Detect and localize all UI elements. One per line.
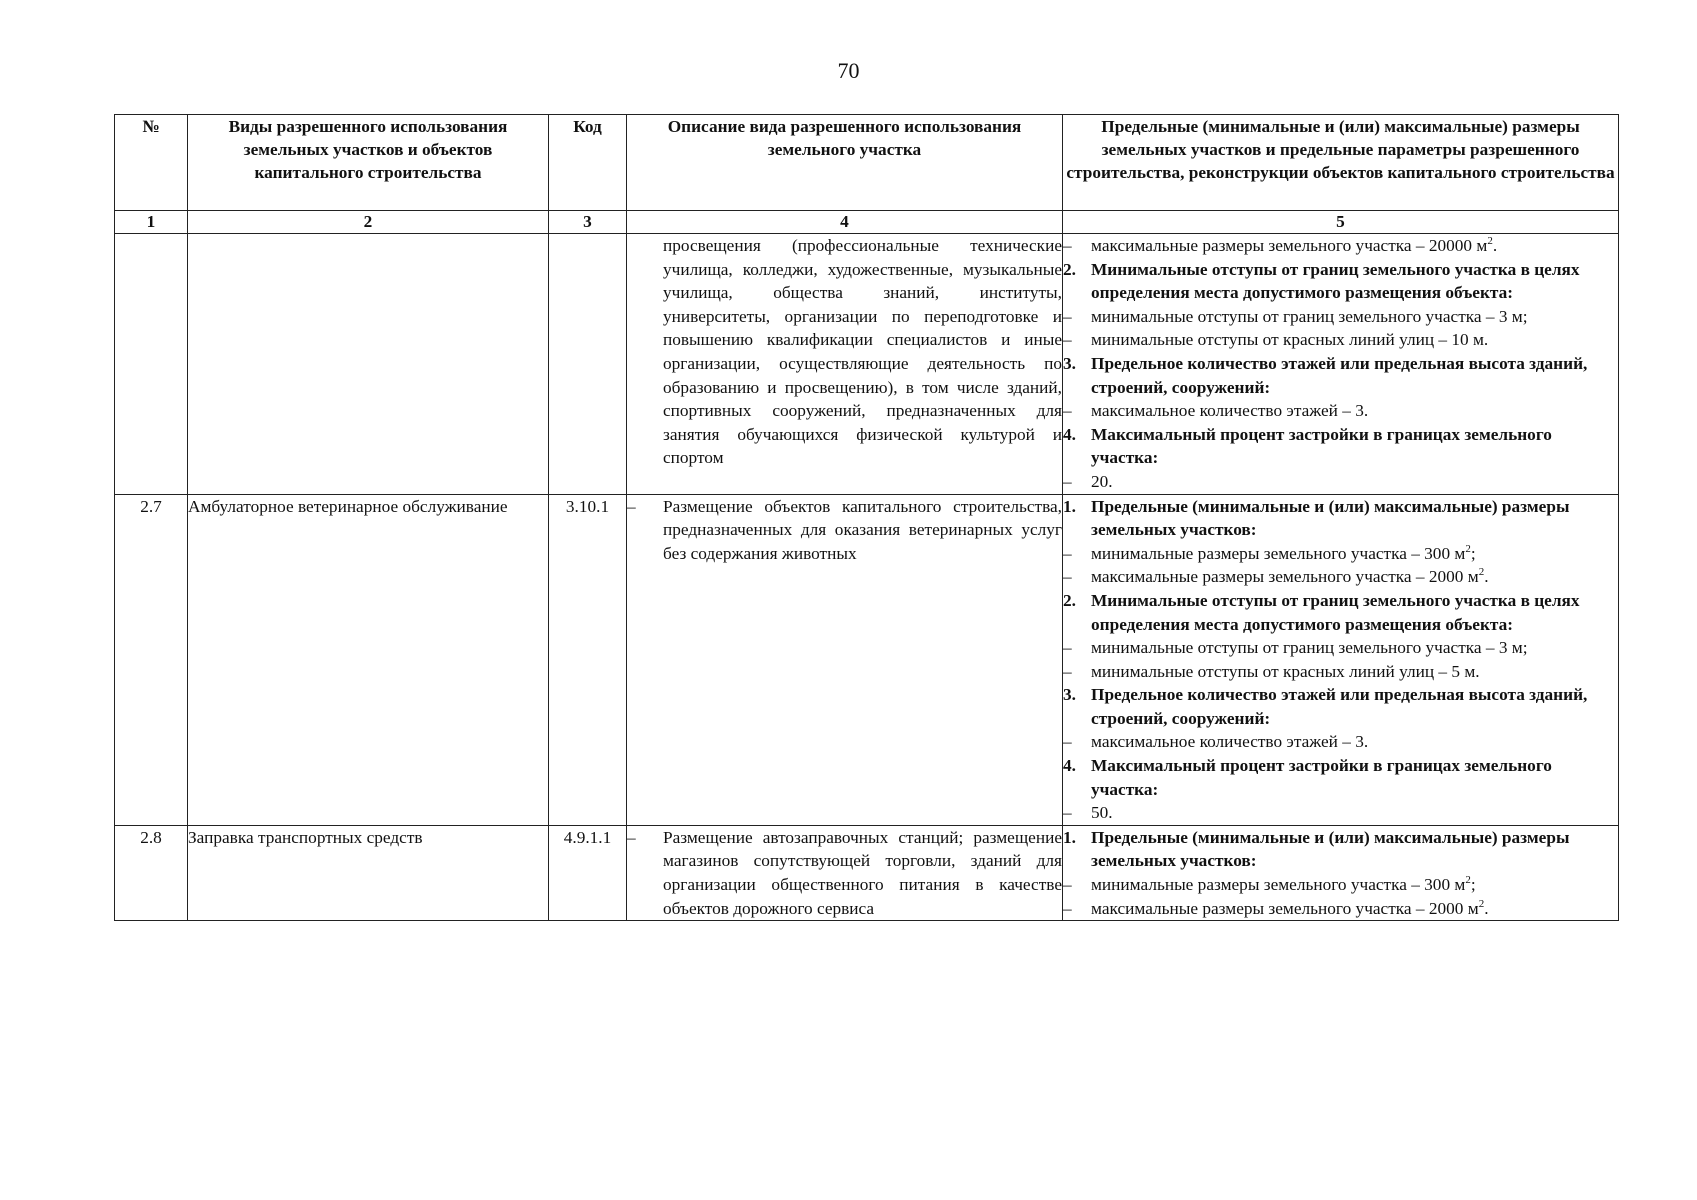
description-text: просвещения (профессиональные технические училища, колледжи, художественные, музыкальные училища, общества знаний, институты, университеты, организации по переподготовке и повышению квалификации специалистов и иные организации, осуществляющие деятельность по образованию и просвещению), в том числе зданий, спортивных сооружений, предназначенных для занятия обучающихся физической культурой и спортом [663,236,1062,468]
limit-text-tail: . [1484,567,1489,587]
land-use-table [114,114,1619,921]
limit-item [1063,730,1618,754]
limit-marker: 4. [1063,756,1076,776]
column-number: 2 [188,211,549,234]
row-type: Амбулаторное ветеринарное обслуживание [188,494,549,825]
limit-text-main: 20. [1091,471,1113,491]
limit-text [1091,470,1618,494]
limit-marker: 2. [1063,590,1076,610]
limit-marker: – [1063,661,1072,681]
header-num: № [115,115,188,211]
row-limits [1063,234,1619,495]
limit-text [1091,754,1618,801]
limit-text [1091,258,1618,305]
row-limits [1063,825,1619,920]
limit-marker: – [1063,306,1072,326]
column-number: 5 [1063,211,1619,234]
header-types: Виды разрешенного использования земельных участков и объектов капитального строительства [188,115,549,211]
limit-text [1091,801,1618,825]
limit-marker: – [1063,567,1072,587]
limit-text-main: минимальные отступы от границ земельного участка – 3 м; [1091,306,1528,326]
limit-text [1091,683,1618,730]
description-dash: – [627,496,636,516]
row-code: 4.9.1.1 [549,825,627,920]
column-number: 3 [549,211,627,234]
limit-marker: 3. [1063,353,1076,373]
header-code: Код [549,115,627,211]
row-num: 2.7 [115,494,188,825]
limit-marker: – [1063,638,1072,658]
limit-text-main: Максимальный процент застройки в границах земельного участка: [1091,424,1552,468]
limit-heading [1063,352,1618,399]
limit-text-main: минимальные отступы от красных линий улиц – 10 м. [1091,330,1489,350]
column-number: 1 [115,211,188,234]
limit-text [1091,234,1618,258]
limit-marker: 2. [1063,259,1076,279]
limit-unit-superscript: 2 [1487,235,1493,248]
limit-marker: – [1063,236,1072,255]
limit-item [1063,470,1618,494]
row-num [115,234,188,495]
limit-item [1063,897,1618,921]
limit-marker: – [1063,543,1072,563]
limit-text-tail: ; [1470,543,1476,563]
limit-text [1091,423,1618,470]
row-limits [1063,494,1619,825]
limit-text [1091,352,1618,399]
limit-text-main: Минимальные отступы от границ земельного участка в целях определения места допустимого размещения объекта: [1091,259,1580,303]
limit-marker: 4. [1063,424,1076,444]
limit-marker: 1. [1063,827,1076,847]
limit-text [1091,730,1618,754]
limit-marker: – [1063,732,1072,752]
limit-unit-superscript: 2 [1478,566,1485,579]
limit-unit-superscript: 2 [1465,874,1471,887]
limit-marker: – [1063,803,1072,823]
limit-text-main: Минимальные отступы от границ земельного участка в целях определения места допустимого размещения объекта: [1091,590,1580,634]
limit-text-main: максимальные размеры земельного участка – 2000 м [1091,898,1479,918]
limit-heading [1063,754,1618,801]
row-type [188,234,549,495]
row-code: 3.10.1 [549,494,627,825]
limit-text-tail: . [1492,236,1498,255]
limit-item [1063,660,1618,684]
limit-text-main: минимальные отступы от границ земельного участка – 3 м; [1091,638,1528,658]
limit-item [1063,305,1618,329]
row-type: Заправка транспортных средств [188,825,549,920]
page-number: 70 [837,58,860,83]
limit-text-main: Предельные (минимальные и (или) максимальные) размеры земельных участков: [1091,496,1570,540]
limit-marker: – [1063,471,1072,491]
row-description [627,234,1063,495]
limit-text-tail: . [1484,898,1489,918]
row-description [627,494,1063,825]
limit-text-main: минимальные размеры земельного участка – 300 м [1091,543,1466,563]
limit-text-main: 50. [1091,803,1113,823]
limit-item [1063,801,1618,825]
limit-text-main: Предельное количество этажей или предельная высота зданий, строений, сооружений: [1091,353,1588,397]
limit-text [1091,660,1618,684]
header-limits: Предельные (минимальные и (или) максимальные) размеры земельных участков и предельные параметры разрешенного строительства, реконструкции объектов капитального строительства [1063,115,1619,211]
limit-heading [1063,258,1618,305]
limit-text-main: Предельное количество этажей или предельная высота зданий, строений, сооружений: [1091,685,1588,728]
limit-text-main: Максимальный процент застройки в границах земельного участка: [1091,756,1552,799]
limit-text-main: максимальное количество этажей – 3. [1091,401,1369,421]
column-number: 4 [627,211,1063,234]
limit-heading [1063,423,1618,470]
limit-marker: 1. [1063,496,1076,516]
limit-unit-superscript: 2 [1478,897,1485,910]
limit-text [1091,495,1618,542]
limit-heading [1063,589,1618,636]
limit-item [1063,399,1618,423]
limit-marker: – [1063,898,1072,918]
description-dash: – [627,827,636,847]
limit-text-main: минимальные отступы от красных линий улиц – 5 м. [1091,661,1480,681]
limit-item [1063,873,1618,897]
limit-unit-superscript: 2 [1465,542,1471,555]
limit-text-main: максимальное количество этажей – 3. [1091,732,1369,752]
column-number-row [115,211,1619,234]
row-num: 2.8 [115,825,188,920]
header-row [115,115,1619,211]
description-text: Размещение автозаправочных станций; размещение магазинов сопутствующей торговли, зданий для организации общественного питания в качестве объектов дорожного сервиса [663,827,1062,918]
limit-text-main: максимальные размеры земельного участка – 2000 м [1091,567,1479,587]
limit-text [1091,636,1618,660]
limit-text [1091,542,1618,566]
limit-text [1091,826,1618,873]
table-row [115,825,1619,920]
limit-text-main: максимальные размеры земельного участка – 20000 м [1091,236,1488,255]
limit-item [1063,328,1618,352]
limit-item [1063,542,1618,566]
limit-marker: 3. [1063,685,1076,705]
limit-item [1063,234,1618,258]
limit-item [1063,565,1618,589]
limit-heading [1063,826,1618,873]
limit-text-main: минимальные размеры земельного участка – 300 м [1091,875,1466,895]
limit-text-main: Предельные (минимальные и (или) максимальные) размеры земельных участков: [1091,827,1570,871]
limit-text [1091,328,1618,352]
limit-heading [1063,683,1618,730]
row-code [549,234,627,495]
limit-text [1091,399,1618,423]
limit-text [1091,873,1618,897]
limit-text-tail: ; [1470,875,1476,895]
limit-text [1091,305,1618,329]
limit-marker: – [1063,875,1072,895]
limit-marker: – [1063,330,1072,350]
limit-heading [1063,495,1618,542]
limit-marker: – [1063,401,1072,421]
table-row [115,494,1619,825]
description-text: Размещение объектов капитального строительства, предназначенных для оказания ветеринарных услуг без содержания животных [663,496,1062,563]
limit-text [1091,897,1618,921]
header-description: Описание вида разрешенного использования земельного участка [627,115,1063,211]
table-row [115,234,1619,495]
limit-text [1091,589,1618,636]
limit-item [1063,636,1618,660]
limit-text [1091,565,1618,589]
row-description [627,825,1063,920]
